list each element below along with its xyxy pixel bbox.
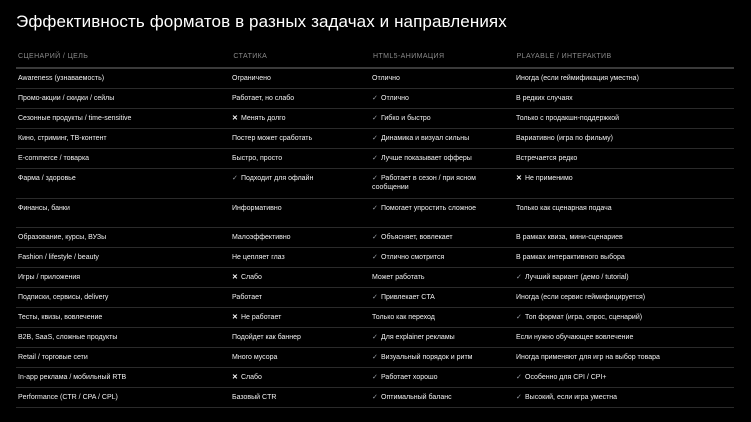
cell-text: Промо-акции / скидки / сейлы bbox=[18, 95, 115, 102]
cell-text: Образование, курсы, ВУЗы bbox=[18, 234, 107, 241]
cell-text: Оптимальный баланс bbox=[381, 394, 452, 401]
cell-text: Работает, но слабо bbox=[232, 95, 295, 102]
table-row bbox=[16, 348, 734, 368]
cell-playable bbox=[516, 248, 734, 267]
table-row bbox=[16, 328, 734, 348]
check-icon: ✓ bbox=[516, 314, 522, 321]
cell-static bbox=[232, 199, 372, 227]
cell-static bbox=[232, 388, 372, 407]
cell-text: Подходит для офлайн bbox=[241, 175, 314, 182]
cell-text: Помогает упростить сложное bbox=[381, 205, 477, 212]
cell-text: Работает хорошо bbox=[381, 374, 438, 381]
cell-text: Не работает bbox=[241, 314, 282, 321]
cell-text: Слабо bbox=[241, 374, 262, 381]
cell-text: Привлекает CTA bbox=[381, 294, 435, 301]
cell-text: Информативно bbox=[232, 205, 282, 212]
cell-text: Не применимо bbox=[525, 175, 573, 182]
table-row bbox=[16, 89, 734, 109]
cell-scenario bbox=[16, 388, 232, 407]
check-icon: ✓ bbox=[372, 155, 378, 162]
cell-text: Отлично bbox=[381, 95, 409, 102]
check-icon: ✓ bbox=[232, 175, 238, 182]
cell-text: Работает в сезон / при ясном сообщении bbox=[372, 175, 476, 191]
cell-text: Отлично смотрится bbox=[381, 254, 445, 261]
cell-html5 bbox=[372, 268, 516, 287]
cell-static bbox=[232, 149, 372, 168]
cell-text: Не цепляет глаз bbox=[232, 254, 285, 261]
cell-text: Awareness (узнаваемость) bbox=[18, 75, 105, 82]
cell-html5 bbox=[372, 348, 516, 367]
cell-text: Ограничено bbox=[232, 75, 271, 82]
cell-text: Менять долго bbox=[241, 115, 286, 122]
cell-scenario bbox=[16, 228, 232, 247]
check-icon: ✓ bbox=[372, 394, 378, 401]
cell-text: Подойдет как баннер bbox=[232, 334, 301, 341]
cell-text: Базовый CTR bbox=[232, 394, 277, 401]
cell-scenario bbox=[16, 308, 232, 327]
cell-playable bbox=[516, 109, 734, 128]
cell-text: Работает bbox=[232, 294, 262, 301]
cell-html5 bbox=[372, 288, 516, 307]
cell-static bbox=[232, 109, 372, 128]
table-row bbox=[16, 109, 734, 129]
formats-table bbox=[16, 46, 734, 408]
cell-html5 bbox=[372, 129, 516, 148]
cell-static bbox=[232, 328, 372, 347]
cell-static bbox=[232, 169, 372, 198]
cell-playable bbox=[516, 89, 734, 108]
table-body bbox=[16, 69, 734, 408]
table-header bbox=[16, 46, 734, 69]
cell-text: Только как сценарная подача bbox=[516, 205, 612, 212]
page-title: Эффективность форматов в разных задачах и направлениях bbox=[16, 12, 507, 31]
cell-scenario bbox=[16, 348, 232, 367]
cell-text: Финансы, банки bbox=[18, 205, 70, 212]
cross-icon: ✕ bbox=[232, 115, 238, 122]
cell-text: Подписки, сервисы, delivery bbox=[18, 294, 109, 301]
cell-html5 bbox=[372, 109, 516, 128]
cell-text: Только как переход bbox=[372, 314, 435, 321]
cell-text: Фарма / здоровье bbox=[18, 175, 76, 182]
cell-playable bbox=[516, 149, 734, 168]
check-icon: ✓ bbox=[372, 294, 378, 301]
cell-playable bbox=[516, 228, 734, 247]
cross-icon: ✕ bbox=[232, 314, 238, 321]
cell-html5 bbox=[372, 69, 516, 88]
cell-text: В редких случаях bbox=[516, 95, 573, 102]
cell-text: Лучше показывает офферы bbox=[381, 155, 472, 162]
cell-html5 bbox=[372, 199, 516, 227]
cell-html5 bbox=[372, 169, 516, 198]
cell-playable bbox=[516, 268, 734, 287]
table-row bbox=[16, 199, 734, 228]
cell-text: Performance (CTR / CPA / CPL) bbox=[18, 394, 118, 401]
cell-static bbox=[232, 348, 372, 367]
cell-static bbox=[232, 129, 372, 148]
cell-text: Много мусора bbox=[232, 354, 278, 361]
cell-text: Иногда применяют для игр на выбор товара bbox=[516, 354, 660, 361]
cell-text: Fashion / lifestyle / beauty bbox=[18, 254, 99, 261]
table-row bbox=[16, 69, 734, 89]
table-row bbox=[16, 129, 734, 149]
cell-static bbox=[232, 248, 372, 267]
cell-text: Слабо bbox=[241, 274, 262, 281]
cell-playable bbox=[516, 169, 734, 198]
cell-html5 bbox=[372, 228, 516, 247]
cell-static bbox=[232, 89, 372, 108]
cross-icon: ✕ bbox=[232, 274, 238, 281]
cell-text: Встречается редко bbox=[516, 155, 578, 162]
cell-text: Может работать bbox=[372, 274, 425, 281]
cell-text: Быстро, просто bbox=[232, 155, 283, 162]
cell-playable bbox=[516, 348, 734, 367]
check-icon: ✓ bbox=[372, 135, 378, 142]
cell-static bbox=[232, 228, 372, 247]
table-row bbox=[16, 248, 734, 268]
cell-text: Динамика и визуал сильны bbox=[381, 135, 470, 142]
cell-scenario bbox=[16, 129, 232, 148]
cell-text: Объясняет, вовлекает bbox=[381, 234, 453, 241]
check-icon: ✓ bbox=[516, 274, 522, 281]
cross-icon: ✕ bbox=[516, 175, 522, 182]
cell-text: Постер может сработать bbox=[232, 135, 313, 142]
cell-html5 bbox=[372, 368, 516, 387]
cell-text: Retail / торговые сети bbox=[18, 354, 88, 361]
cell-html5 bbox=[372, 388, 516, 407]
cell-playable bbox=[516, 129, 734, 148]
table-row bbox=[16, 169, 734, 199]
cell-text: Только с продакшн-поддержкой bbox=[516, 115, 620, 122]
check-icon: ✓ bbox=[372, 254, 378, 261]
cell-playable bbox=[516, 388, 734, 407]
cell-text: Иногда (если сервис геймифицируется) bbox=[516, 294, 646, 301]
cell-text: Если нужно обучающее вовлечение bbox=[516, 334, 634, 341]
cell-scenario bbox=[16, 69, 232, 88]
check-icon: ✓ bbox=[372, 234, 378, 241]
cell-text: Отлично bbox=[372, 75, 400, 82]
cell-text: Кино, стриминг, ТВ-контент bbox=[18, 135, 107, 142]
cell-scenario bbox=[16, 169, 232, 198]
cell-static bbox=[232, 368, 372, 387]
cell-scenario bbox=[16, 368, 232, 387]
cell-text: Игры / приложения bbox=[18, 274, 81, 281]
check-icon: ✓ bbox=[516, 394, 522, 401]
table-row bbox=[16, 288, 734, 308]
cell-text: В рамках квиза, мини-сценариев bbox=[516, 234, 623, 241]
cell-scenario bbox=[16, 89, 232, 108]
cell-static bbox=[232, 308, 372, 327]
cell-html5 bbox=[372, 89, 516, 108]
cell-playable bbox=[516, 69, 734, 88]
cell-text: В рамках интерактивного выбора bbox=[516, 254, 625, 261]
check-icon: ✓ bbox=[372, 115, 378, 122]
table-row bbox=[16, 149, 734, 169]
cell-scenario bbox=[16, 268, 232, 287]
cell-text: Вариативно (игра по фильму) bbox=[516, 135, 613, 142]
table-row bbox=[16, 228, 734, 248]
check-icon: ✓ bbox=[372, 205, 378, 212]
table-row bbox=[16, 268, 734, 288]
cell-text: B2B, SaaS, сложные продукты bbox=[18, 334, 118, 341]
cell-scenario bbox=[16, 199, 232, 227]
check-icon: ✓ bbox=[372, 175, 378, 182]
cell-text: Особенно для CPI / CPI+ bbox=[525, 374, 607, 381]
cell-text: Визуальный порядок и ритм bbox=[381, 354, 473, 361]
check-icon: ✓ bbox=[372, 95, 378, 102]
check-icon: ✓ bbox=[372, 334, 378, 341]
table-row bbox=[16, 368, 734, 388]
cell-playable bbox=[516, 308, 734, 327]
cell-text: Тесты, квизы, вовлечение bbox=[18, 314, 103, 321]
cell-static bbox=[232, 288, 372, 307]
cell-scenario bbox=[16, 328, 232, 347]
cell-text: Для explainer рекламы bbox=[381, 334, 455, 341]
cell-static bbox=[232, 69, 372, 88]
cell-scenario bbox=[16, 288, 232, 307]
cell-text: Высокий, если игра уместна bbox=[525, 394, 618, 401]
cell-playable bbox=[516, 328, 734, 347]
cell-playable bbox=[516, 368, 734, 387]
table-row bbox=[16, 388, 734, 408]
cell-text: Топ формат (игра, опрос, сценарий) bbox=[525, 314, 643, 321]
cell-html5 bbox=[372, 328, 516, 347]
header-static: СТАТИКА bbox=[233, 53, 268, 60]
cell-text: Сезонные продукты / time-sensitive bbox=[18, 115, 132, 122]
table-row bbox=[16, 308, 734, 328]
cell-text: Лучший вариант (демо / tutorial) bbox=[525, 274, 629, 281]
cell-html5 bbox=[372, 248, 516, 267]
cell-text: E-commerce / товарка bbox=[18, 155, 90, 162]
cell-html5 bbox=[372, 308, 516, 327]
cell-text: In-app реклама / мобильный RTB bbox=[18, 374, 127, 381]
header-scenario: СЦЕНАРИЙ / ЦЕЛЬ bbox=[18, 53, 89, 60]
check-icon: ✓ bbox=[516, 374, 522, 381]
header-html5: HTML5-АНИМАЦИЯ bbox=[373, 53, 445, 60]
cell-playable bbox=[516, 288, 734, 307]
cell-scenario bbox=[16, 109, 232, 128]
cell-text: Гибко и быстро bbox=[381, 115, 431, 122]
header-playable: PLAYABLE / ИНТЕРАКТИВ bbox=[516, 53, 612, 60]
cell-scenario bbox=[16, 149, 232, 168]
cell-scenario bbox=[16, 248, 232, 267]
cell-text: Малоэффективно bbox=[232, 234, 291, 241]
cross-icon: ✕ bbox=[232, 374, 238, 381]
check-icon: ✓ bbox=[372, 374, 378, 381]
cell-static bbox=[232, 268, 372, 287]
cell-html5 bbox=[372, 149, 516, 168]
cell-text: Иногда (если геймификация уместна) bbox=[516, 75, 639, 82]
check-icon: ✓ bbox=[372, 354, 378, 361]
cell-playable bbox=[516, 199, 734, 227]
